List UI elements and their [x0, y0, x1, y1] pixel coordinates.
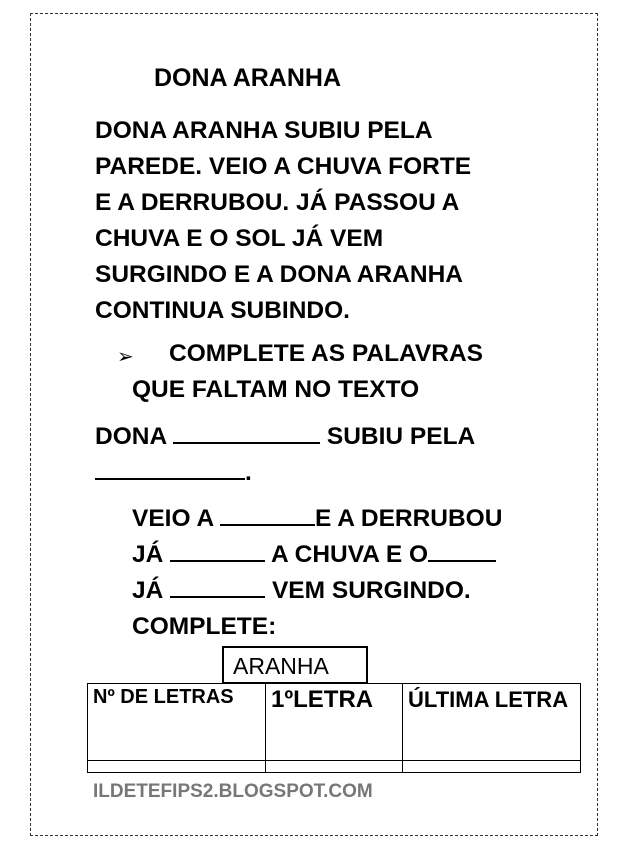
answer-blank[interactable]: [170, 540, 265, 562]
fill-text: A CHUVA E O: [271, 541, 429, 568]
table-row: [88, 761, 581, 773]
paragraph-line: SURGINDO E A DONA ARANHA: [95, 261, 463, 288]
answer-blank[interactable]: [428, 540, 496, 562]
fill-text: JÁ: [132, 541, 164, 568]
table-header-row: [88, 684, 581, 761]
letters-table: [87, 683, 581, 773]
table-cell[interactable]: [266, 761, 403, 773]
instruction-line: QUE FALTAM NO TEXTO: [132, 376, 420, 403]
instruction-line: COMPLETE AS PALAVRAS: [169, 340, 483, 367]
table-cell[interactable]: [88, 761, 266, 773]
fill-line-3: [132, 504, 502, 533]
fill-text: DONA: [95, 423, 167, 450]
fill-line-4: [132, 540, 496, 569]
story-paragraph: [95, 113, 471, 329]
page-title: DONA ARANHA: [154, 64, 342, 92]
fill-line-5: [132, 576, 471, 605]
answer-blank[interactable]: [173, 422, 320, 444]
fill-line-1: [95, 422, 475, 451]
fill-text: E A DERRUBOU: [315, 505, 503, 532]
footer-url: ILDETEFIPS2.BLOGSPOT.COM: [93, 781, 373, 802]
table-header-cell: 1ºLETRA: [266, 684, 403, 761]
word-box: ARANHA: [222, 646, 368, 684]
answer-blank[interactable]: [170, 576, 265, 598]
fill-text: VEIO A: [132, 505, 214, 532]
table-cell[interactable]: [403, 761, 581, 773]
fill-text: SUBIU PELA: [326, 423, 476, 450]
paragraph-line: CHUVA E O SOL JÁ VEM: [95, 225, 384, 252]
arrow-bullet-icon: ➢: [117, 346, 134, 368]
answer-blank[interactable]: [220, 504, 315, 526]
table-header-cell: ÚLTIMA LETRA: [403, 684, 581, 761]
complete-label: COMPLETE:: [132, 613, 277, 640]
fill-line-2: [95, 458, 252, 487]
paragraph-line: CONTINUA SUBINDO.: [95, 297, 350, 324]
table-header-cell: Nº DE LETRAS: [88, 684, 266, 761]
paragraph-line: PAREDE. VEIO A CHUVA FORTE: [95, 153, 472, 180]
fill-text: VEM SURGINDO.: [271, 577, 471, 604]
paragraph-line: DONA ARANHA SUBIU PELA: [95, 117, 433, 144]
paragraph-line: E A DERRUBOU. JÁ PASSOU A: [95, 189, 460, 216]
fill-text: JÁ: [132, 577, 164, 604]
fill-text: .: [245, 459, 252, 486]
answer-blank[interactable]: [95, 458, 245, 480]
